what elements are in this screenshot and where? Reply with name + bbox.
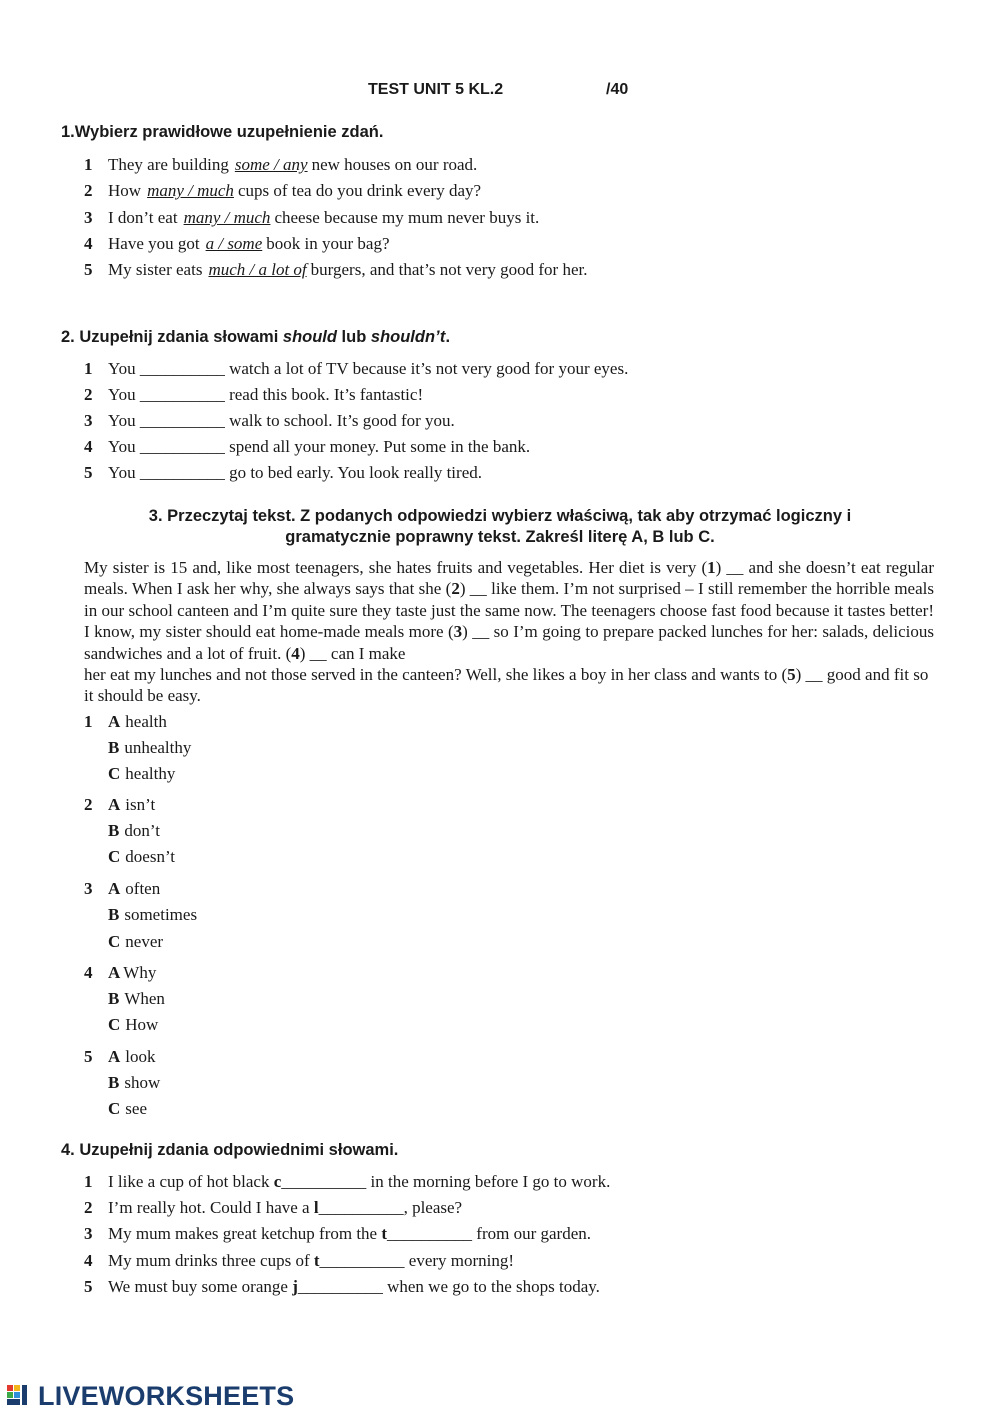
hint-letter: t [313, 1251, 320, 1270]
ex1-item [84, 260, 587, 280]
ex4-item[interactable]: 3 My mum makes great ketchup from the t__________ from our garden. [84, 1224, 591, 1243]
ex4-item[interactable]: 1 I like a cup of hot black c__________ in the morning before I go to work. [84, 1172, 611, 1191]
ex2-item[interactable] [84, 437, 530, 457]
choice-option[interactable]: many / much [183, 208, 271, 227]
item-number: 5 [84, 260, 93, 279]
item-number: 2 [84, 181, 93, 200]
ex1-item [84, 208, 539, 228]
question-number: 1 [84, 712, 93, 731]
item-text: cheese because my mum never buys it. [274, 208, 540, 227]
item-text: cups of tea do you drink every day? [237, 181, 482, 200]
item-number: 2 [84, 1198, 93, 1217]
heading-text: lub [336, 328, 371, 346]
heading-keyword: shouldn’t [370, 328, 446, 346]
item-number: 3 [84, 208, 93, 227]
question-number: 3 [84, 879, 93, 898]
hint-letter: c [273, 1172, 282, 1191]
item-text: I don’t eat [108, 208, 178, 227]
choice-option[interactable]: a / some [205, 234, 263, 253]
choice-option[interactable]: some / any [234, 155, 308, 174]
item-text: book in your bag? [266, 234, 390, 253]
mc-option[interactable]: 4 A Why [84, 963, 157, 982]
mc-option[interactable]: B When [108, 989, 165, 1008]
exercise-3-heading [60, 506, 940, 548]
question-number: 5 [84, 1047, 93, 1066]
gap-number: 1 [707, 558, 716, 577]
ex4-item[interactable]: 2 I’m really hot. Could I have a l__________, please? [84, 1198, 463, 1217]
ex4-item[interactable]: 5 We must buy some orange j__________ when we go to the shops today. [84, 1277, 600, 1296]
mc-option[interactable]: B unhealthy [108, 738, 192, 757]
item-number: 1 [84, 359, 93, 378]
item-text: Have you got [108, 234, 200, 253]
hint-letter: l [313, 1198, 319, 1217]
question-number: 4 [84, 963, 93, 982]
logo-text: LIVEWORKSHEETS [38, 1380, 295, 1411]
ex1-item [84, 155, 477, 175]
item-number: 4 [84, 234, 93, 253]
choice-option[interactable]: many / much [147, 181, 234, 200]
reading-passage: My sister is 15 and, like most teenagers, she hates fruits and vegetables. Her diet is very (1) __ and she doesn’t eat regular meals. When I ask her why, she always says that she (2) __ like them. I’m not surprised – I still remember the horrible meals in our school canteen and I’m quite sure they taste just the same now. The teenagers choose fast food because it tastes better! I know, my sister should eat home-made meals more (3) __ so I’m going to prepare packed lunches for her: salads, delicious sandwiches and a lot of fruit. (4) __ can I make her eat my lunches and not those served in the canteen? Well, she likes a boy in her class and wants to (5) __ good and fit so it should be easy. [84, 558, 934, 706]
mc-option[interactable]: B sometimes [108, 905, 198, 924]
heading-text: . [445, 328, 451, 346]
ex1-item [84, 234, 390, 254]
ex1-item [84, 181, 481, 201]
mc-option[interactable]: C doesn’t [108, 847, 176, 866]
mc-option[interactable]: 5 A look [84, 1047, 156, 1066]
mc-option[interactable]: C see [108, 1099, 147, 1118]
ex4-item[interactable]: 4 My mum drinks three cups of t__________ every morning! [84, 1251, 515, 1270]
ex2-item[interactable] [84, 385, 423, 405]
item-number: 5 [84, 1277, 93, 1296]
mc-option[interactable]: 3 A often [84, 879, 161, 898]
heading-text: 2. Uzupełnij zdania słowami [61, 328, 283, 346]
item-text: You __________ walk to school. It’s good for you. [108, 411, 455, 430]
mc-option[interactable]: C never [108, 932, 164, 951]
heading-keyword: should [282, 328, 337, 346]
logo-mark-icon [6, 1383, 36, 1409]
item-number: 3 [84, 411, 93, 430]
item-text: You __________ read this book. It’s fantastic! [108, 385, 424, 404]
item-number: 4 [84, 437, 93, 456]
heading-line: gramatycznie poprawny tekst. Zakreśl literę A, B lub C. [285, 528, 715, 546]
gap-number: 4 [291, 643, 300, 663]
score-total: /40 [606, 81, 629, 98]
item-number: 4 [84, 1251, 93, 1270]
mc-option[interactable]: B show [108, 1073, 161, 1092]
title-text: TEST UNIT 5 KL.2 [368, 81, 504, 98]
ex2-item[interactable] [84, 463, 482, 483]
question-number: 2 [84, 795, 93, 814]
item-text: new houses on our road. [311, 155, 478, 174]
item-number: 2 [84, 385, 93, 404]
gap-number: 2 [451, 579, 460, 599]
liveworksheets-logo [6, 1381, 294, 1411]
mc-option[interactable]: 2 A isn’t [84, 795, 156, 814]
item-text: You __________ watch a lot of TV because it’s not very good for your eyes. [108, 359, 629, 378]
hint-letter: j [292, 1277, 298, 1296]
item-text: You __________ go to bed early. You look really tired. [108, 463, 482, 482]
mc-option[interactable]: B don’t [108, 821, 160, 840]
item-number: 1 [84, 155, 93, 174]
mc-option[interactable]: C healthy [108, 764, 176, 783]
item-text: You __________ spend all your money. Put some in the bank. [108, 437, 531, 456]
item-text: How [108, 181, 142, 200]
gap-number: 5 [787, 665, 796, 685]
mc-option[interactable]: C How [108, 1015, 159, 1034]
item-text: They are building [108, 155, 229, 174]
item-number: 3 [84, 1224, 93, 1243]
mc-option[interactable]: 1 A health [84, 712, 167, 731]
exercise-2-heading [61, 328, 450, 347]
item-number: 5 [84, 463, 93, 482]
ex2-item[interactable] [84, 359, 628, 379]
heading-line: 3. Przeczytaj tekst. Z podanych odpowiedzi wybierz właściwą, tak aby otrzymać logiczny i [148, 507, 852, 525]
item-text: burgers, and that’s not very good for her. [310, 260, 588, 279]
item-number: 1 [84, 1172, 93, 1191]
item-text: My sister eats [108, 260, 203, 279]
choice-option[interactable]: much / a lot of [208, 260, 307, 279]
ex2-item[interactable] [84, 411, 455, 431]
exercise-4-heading: 4. Uzupełnij zdania odpowiednimi słowami. [61, 1141, 399, 1159]
gap-number: 3 [453, 622, 463, 642]
hint-letter: t [381, 1224, 388, 1243]
exercise-1-heading: 1.Wybierz prawidłowe uzupełnienie zdań. [61, 123, 384, 141]
